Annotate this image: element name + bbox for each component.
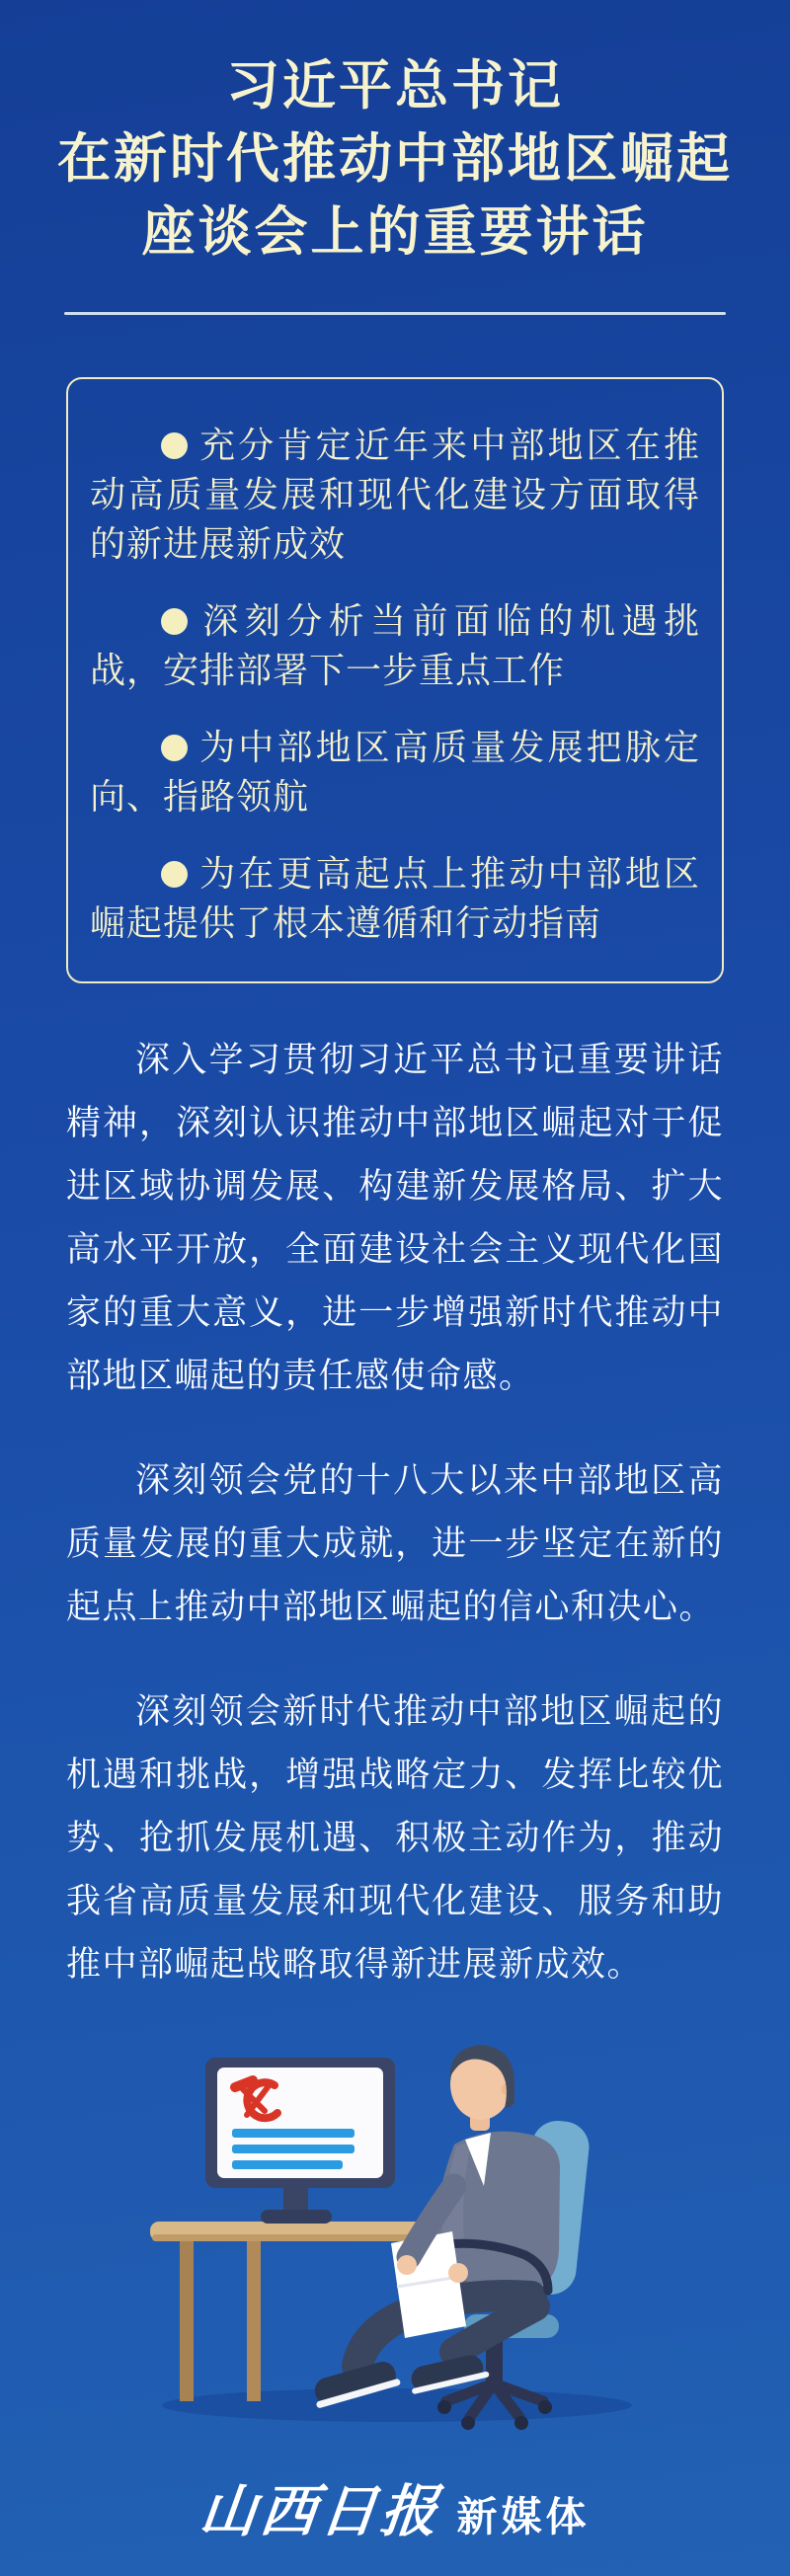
title-line-2: 在新时代推动中部地区崛起 (57, 129, 733, 189)
bullet-dot-icon (161, 432, 188, 459)
highlight-text: 为中部地区高质量发展把脉定向、指路领航 (90, 727, 700, 817)
title-line-1: 习近平总书记 (226, 56, 564, 116)
highlight-item (90, 421, 700, 569)
brand-logo-shanxi-daily: 山西日报 (196, 2478, 444, 2544)
illustration-svg (138, 2038, 652, 2433)
highlights-box (66, 377, 724, 983)
title-divider (64, 312, 726, 315)
monitor (205, 2058, 395, 2224)
title-line-3: 座谈会上的重要讲话 (141, 202, 649, 262)
highlight-text: 为在更高起点上推动中部地区崛起提供了根本遵循和行动指南 (90, 853, 700, 943)
ground-shadow (162, 2388, 632, 2422)
paragraph: 深入学习贯彻习近平总书记重要讲话精神，深刻认识推动中部地区崛起对于促进区域协调发展、构建新发展格局、扩大高水平开放，全面建设社会主义现代化国家的重大意义，进一步增强新时代推动中部地区崛起的责任感使命感。 (66, 1041, 724, 1395)
highlight-text: 深刻分析当前面临的机遇挑战，安排部署下一步重点工作 (90, 600, 700, 690)
paragraph: 深刻领会党的十八大以来中部地区高质量发展的重大成就，进一步坚定在新的起点上推动中部地区崛起的信心和决心。 (66, 1461, 724, 1626)
bullet-dot-icon (161, 861, 188, 888)
highlight-item (90, 596, 700, 695)
body-text (66, 1029, 724, 1996)
highlight-text: 充分肯定近年来中部地区在推动高质量发展和现代化建设方面取得的新进展新成效 (90, 425, 700, 564)
page-title (0, 0, 790, 269)
screen-text-bars (232, 2129, 355, 2169)
bullet-dot-icon (161, 608, 188, 635)
brand-new-media-label: 新媒体 (456, 2494, 591, 2539)
highlight-item (90, 723, 700, 821)
paragraph: 深刻领会新时代推动中部地区崛起的机遇和挑战，增强战略定力、发挥比较优势、抢抓发展机遇、积极主动作为，推动我省高质量发展和现代化建设、服务和助推中部崛起战略取得新进展新成效。 (66, 1692, 724, 1984)
footer-brand (0, 2466, 790, 2547)
bullet-dot-icon (161, 735, 188, 761)
highlight-item (90, 849, 700, 948)
illustration-man-reading-at-desk (138, 2038, 652, 2433)
